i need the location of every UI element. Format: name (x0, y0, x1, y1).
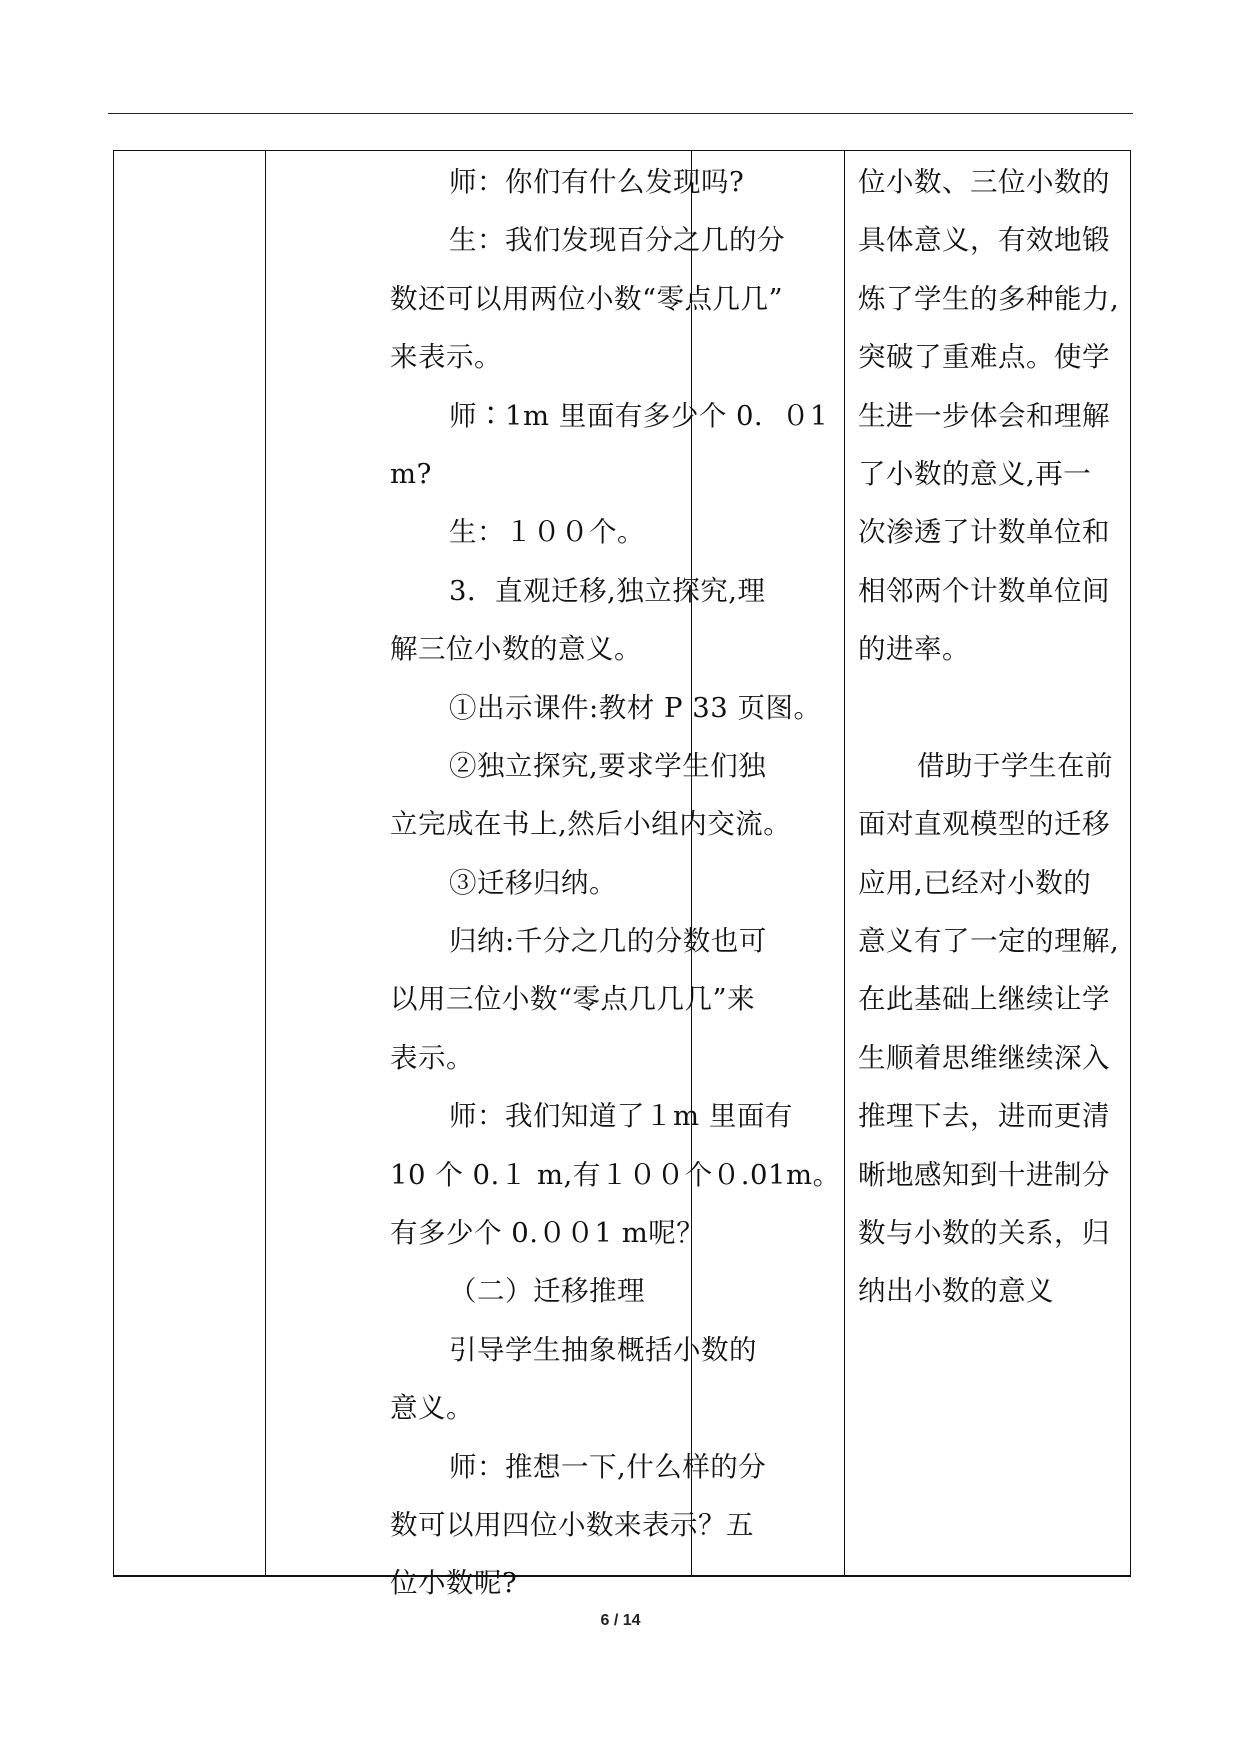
text-line: 立完成在书上,然后小组内交流。 (390, 808, 792, 841)
table-column-student-activity (692, 151, 845, 1575)
text-line: 师：你们有什么发现吗? (449, 166, 745, 198)
text-line: 纳出小数的意义 (858, 1275, 1054, 1308)
text-line: 有多少个 0.００1 m呢？ (390, 1217, 705, 1250)
text-line: ①出示课件:教材 P 33 页图。 (449, 691, 822, 724)
text-line: 师∶1m 里面有多少个 0．０1 (449, 399, 829, 432)
text-line: 晰地感知到十进制分 (858, 1158, 1110, 1191)
lesson-table (113, 150, 1131, 1600)
text-line: 生：１００个。 (449, 516, 645, 549)
text-line: 相邻两个计数单位间 (858, 574, 1110, 607)
text-line: 意义有了一定的理解, (858, 925, 1120, 958)
text-line: 借助于学生在前 (917, 749, 1113, 782)
text-line: 生：我们发现百分之几的分 (449, 224, 785, 257)
text-line (858, 683, 1132, 741)
text-line: 炼了学生的多种能力, (858, 282, 1120, 315)
text-line: 数可以用四位小数来表示？五 (390, 1508, 754, 1541)
text-line: 意义。 (390, 1392, 474, 1425)
header-rule (108, 113, 1133, 114)
text-line: 表示。 (390, 1041, 474, 1074)
table-column-teaching-process (266, 151, 841, 1600)
text-line: 10 个 0.１ m,有１００个０.01m。 (390, 1158, 841, 1191)
text-line: 3．直观迁移,独立探究,理 (449, 574, 766, 607)
column-text (390, 157, 841, 1617)
column-text (858, 157, 1132, 1325)
text-line: 推理下去，进而更清 (858, 1100, 1110, 1133)
text-line: 位小数、三位小数的 (858, 166, 1110, 198)
text-line: 在此基础上继续让学 (858, 983, 1110, 1016)
text-line: （二）迁移推理 (449, 1275, 645, 1308)
text-line: 突破了重难点。使学 (858, 341, 1110, 374)
text-line: 以用三位小数“零点几几几”来 (390, 983, 756, 1016)
text-line: 应用,已经对小数的 (858, 866, 1092, 899)
page-number: 6 / 14 (600, 1612, 641, 1629)
text-line: 的进率。 (858, 633, 970, 666)
text-line: 次渗透了计数单位和 (858, 516, 1110, 549)
text-line: 师：推想一下,什么样的分 (449, 1450, 767, 1483)
text-line: 数与小数的关系，归 (858, 1217, 1110, 1250)
text-line: ③迁移归纳。 (449, 866, 617, 899)
text-line: 归纳:千分之几的分数也可 (449, 925, 767, 958)
text-line: 师：我们知道了１m 里面有 (449, 1100, 793, 1133)
text-line: ②独立探究,要求学生们独 (449, 749, 767, 782)
text-line: 具体意义，有效地锻 (858, 224, 1110, 257)
text-line: 生进一步体会和理解 (858, 399, 1110, 432)
table-column-stage (114, 151, 266, 1575)
table-column-design-intent (845, 151, 1132, 1575)
text-line: 生顺着思维继续深入 (858, 1041, 1110, 1074)
text-line: 解三位小数的意义。 (390, 633, 642, 666)
text-line: 了小数的意义,再一 (858, 457, 1092, 490)
text-line: m? (390, 457, 432, 490)
text-line: 来表示。 (390, 341, 502, 374)
text-line: 面对直观模型的迁移 (858, 808, 1110, 841)
text-line: 数还可以用两位小数“零点几几” (390, 282, 784, 315)
text-line: 引导学生抽象概括小数的 (449, 1333, 757, 1366)
text-line: 位小数呢? (390, 1567, 518, 1600)
